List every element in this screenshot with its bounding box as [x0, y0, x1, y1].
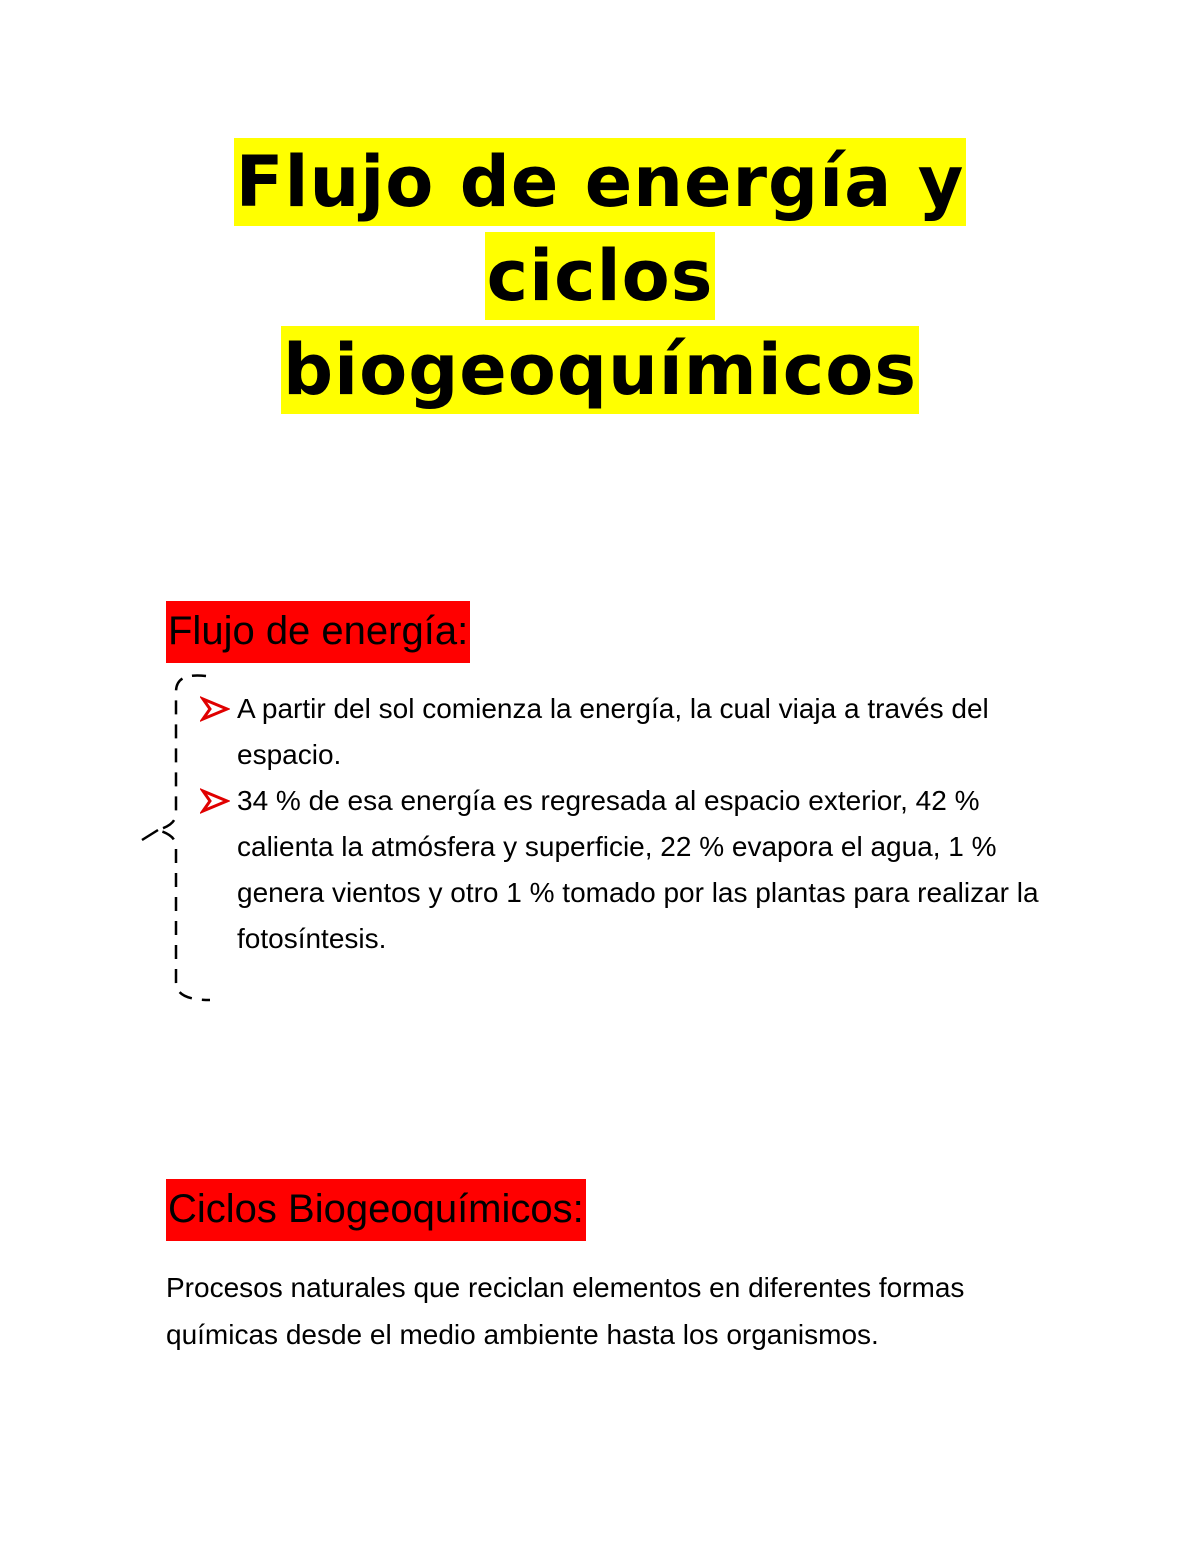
cycles-definition-paragraph: Procesos naturales que reciclan elementos en diferentes formas químicas desde el medio ambiente hasta los organismos.: [166, 1272, 965, 1350]
list-item: [200, 686, 1060, 778]
energy-bullet-list: [200, 686, 1060, 962]
title-line-3-text: biogeoquímicos: [281, 326, 919, 414]
bullet-text-2: 34 % de esa energía es regresada al espacio exterior, 42 % calienta la atmósfera y superficie, 22 % evapora el agua, 1 % genera vientos y otro 1 % tomado por las plantas para realizar la fotosíntesis.: [237, 785, 1039, 954]
title-line-3: [0, 326, 1200, 420]
title-line-2-text: ciclos: [485, 232, 716, 320]
list-item: [200, 778, 1060, 962]
title-line-2: [0, 232, 1200, 326]
arrowhead-icon: [200, 778, 230, 824]
document-title: [0, 138, 1200, 420]
energy-flow-heading: Flujo de energía:: [166, 601, 470, 663]
biogeochemical-cycles-heading: Ciclos Biogeoquímicos:: [166, 1179, 586, 1241]
arrowhead-icon: [200, 686, 230, 732]
title-line-1: [0, 138, 1200, 232]
title-line-1-text: Flujo de energía y: [234, 138, 967, 226]
bullet-text-1: A partir del sol comienza la energía, la cual viaja a través del espacio.: [237, 693, 989, 770]
